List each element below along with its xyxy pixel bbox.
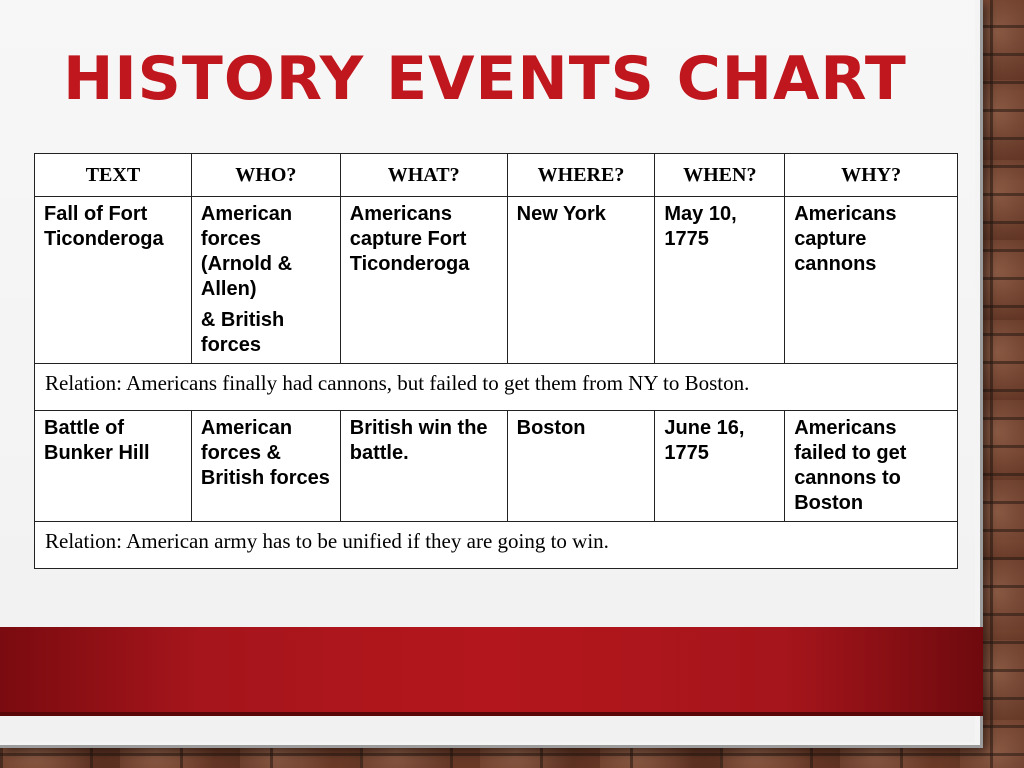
- header-where: WHERE?: [507, 154, 655, 197]
- table-row: [35, 411, 958, 522]
- header-what: WHAT?: [340, 154, 507, 197]
- cell-where: New York: [507, 197, 655, 364]
- decorative-red-band: [0, 627, 983, 715]
- slide-title: HISTORY EVENTS CHART: [63, 44, 907, 114]
- cell-when: May 10, 1775: [655, 197, 785, 364]
- cell-text: Battle of Bunker Hill: [35, 411, 192, 522]
- relation-text: Relation: American army has to be unified if they are going to win.: [35, 522, 958, 569]
- cell-text: Fall of Fort Ticonderoga: [35, 197, 192, 364]
- decorative-band-edge: [0, 712, 983, 716]
- cell-who-primary: American forces (Arnold & Allen): [200, 203, 293, 300]
- table-header-row: [35, 154, 958, 197]
- relation-text: Relation: Americans finally had cannons, but failed to get them from NY to Boston.: [35, 364, 958, 411]
- header-when: WHEN?: [655, 154, 785, 197]
- relation-row: [35, 364, 958, 411]
- cell-when: June 16, 1775: [655, 411, 785, 522]
- cell-who: [191, 197, 340, 364]
- history-events-table: [34, 153, 958, 569]
- relation-row: [35, 522, 958, 569]
- cell-where: Boston: [507, 411, 655, 522]
- cell-what: Americans capture Fort Ticonderoga: [340, 197, 507, 364]
- cell-what: British win the battle.: [340, 411, 507, 522]
- cell-who: American forces & British forces: [191, 411, 340, 522]
- cell-who-secondary: & British forces: [200, 309, 285, 356]
- header-who: WHO?: [191, 154, 340, 197]
- header-text: TEXT: [35, 154, 192, 197]
- cell-why: Americans failed to get cannons to Boston: [785, 411, 958, 522]
- header-why: WHY?: [785, 154, 958, 197]
- cell-why: Americans capture cannons: [785, 197, 958, 364]
- table-row: [35, 197, 958, 364]
